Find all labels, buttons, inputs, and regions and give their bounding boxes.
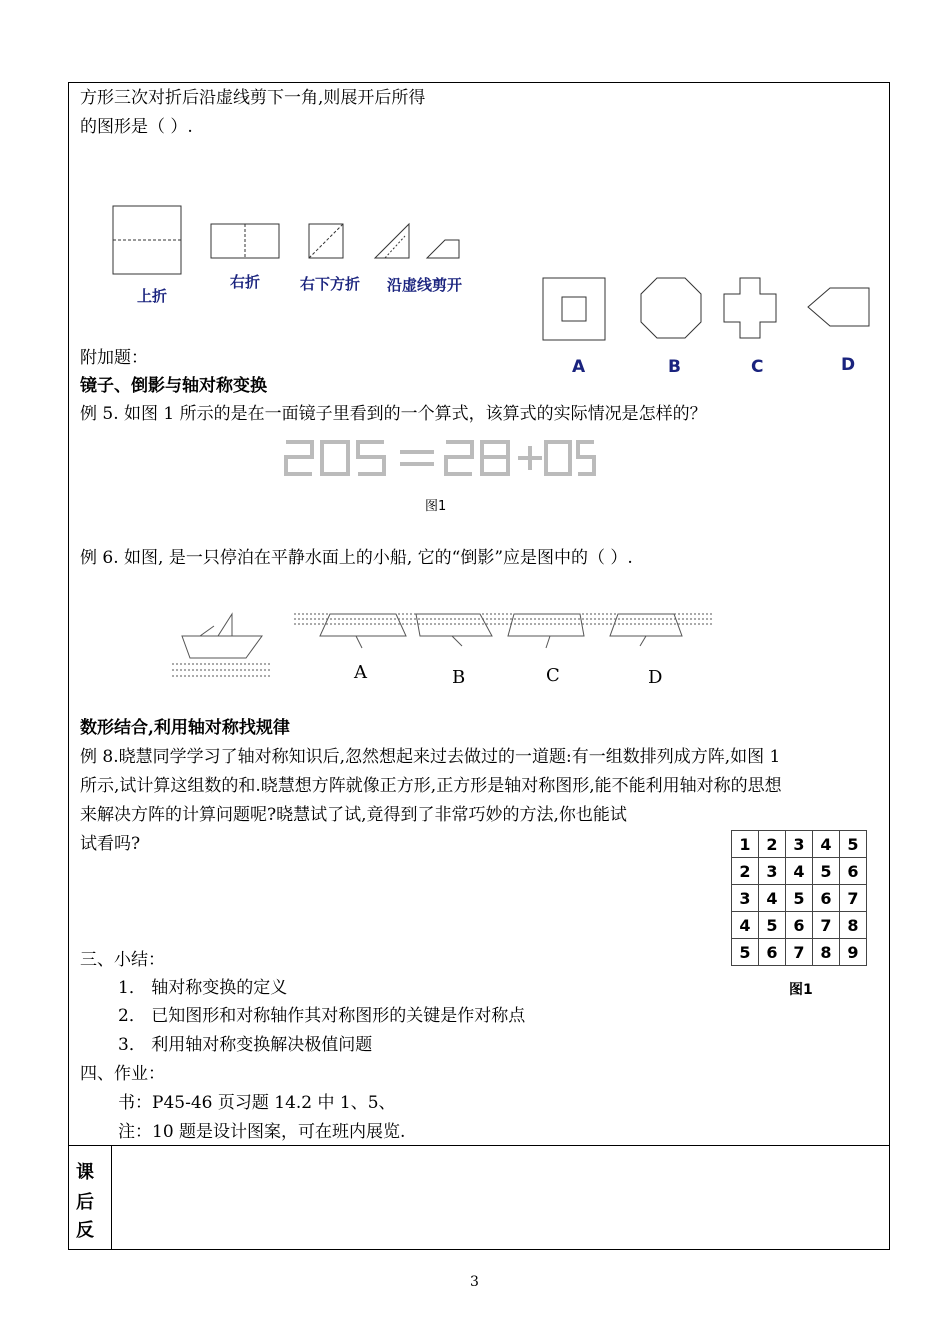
option-label: D xyxy=(841,355,856,375)
boat-option-label: B xyxy=(452,667,466,688)
matrix-cell: 5 xyxy=(786,885,813,912)
matrix-cell: 3 xyxy=(759,858,786,885)
matrix-cell: 7 xyxy=(813,912,840,939)
boat-option-label: A xyxy=(354,662,367,683)
section-title: 数形结合,利用轴对称找规律 xyxy=(80,718,290,738)
homework-line: 书：P45-46 页习题 14.2 中 1、5、 xyxy=(118,1093,396,1113)
matrix-cell: 3 xyxy=(732,885,759,912)
matrix-row xyxy=(732,858,867,885)
fold-step-label: 上折 xyxy=(137,287,168,305)
example-8-line: 例 8.晓慧同学学习了轴对称知识后,忽然想起来过去做过的一道题:有一组数排列成方阵,如图 1 xyxy=(80,747,781,767)
summary-item: 2． 已知图形和对称轴作其对称图形的关键是作对称点 xyxy=(118,1006,526,1026)
matrix-cell: 4 xyxy=(759,885,786,912)
question-line-1: 方形三次对折后沿虚线剪下一角,则展开后所得 xyxy=(80,88,426,108)
matrix-cell: 7 xyxy=(840,885,867,912)
matrix-cell: 4 xyxy=(786,858,813,885)
matrix-cell: 6 xyxy=(840,858,867,885)
homework-line: 注：10 题是设计图案，可在班内展览. xyxy=(118,1122,406,1142)
matrix-cell: 4 xyxy=(813,831,840,858)
example-6: 例 6. 如图, 是一只停泊在平静水面上的小船, 它的“倒影”应是图中的（ ）. xyxy=(80,548,633,568)
matrix-cell: 6 xyxy=(759,939,786,966)
option-label: A xyxy=(572,357,586,377)
boat-option-label: D xyxy=(648,667,663,688)
fold-step-label: 右下方折 xyxy=(300,275,361,293)
extra-heading: 附加题： xyxy=(80,348,148,368)
summary-item: 3． 利用轴对称变换解决极值问题 xyxy=(118,1035,373,1055)
example-8-line: 来解决方阵的计算问题呢?晓慧试了试,竟得到了非常巧妙的方法,你也能试 xyxy=(80,805,627,825)
matrix-row xyxy=(732,912,867,939)
example-8-line: 试看吗? xyxy=(80,834,141,854)
example-8-line: 所示,试计算这组数的和.晓慧想方阵就像正方形,正方形是轴对称图形,能不能利用轴对称的思想 xyxy=(80,776,782,796)
matrix-cell: 5 xyxy=(732,939,759,966)
page-number: 3 xyxy=(470,1274,479,1290)
matrix-cell: 3 xyxy=(786,831,813,858)
example-5: 例 5. 如图 1 所示的是在一面镜子里看到的一个算式，该算式的实际情况是怎样的？ xyxy=(80,404,707,424)
figure-caption: 图1 xyxy=(425,499,447,514)
matrix-cell: 9 xyxy=(840,939,867,966)
matrix-row xyxy=(732,885,867,912)
matrix-cell: 6 xyxy=(813,885,840,912)
matrix-cell: 5 xyxy=(759,912,786,939)
fold-step-label: 右折 xyxy=(230,273,261,291)
matrix-cell: 5 xyxy=(840,831,867,858)
boat-reflection-figure xyxy=(170,600,730,685)
matrix-row xyxy=(732,939,867,966)
feedback-label-char: 后 xyxy=(76,1192,94,1213)
summary-item: 1． 轴对称变换的定义 xyxy=(118,978,288,998)
matrix-cell: 7 xyxy=(786,939,813,966)
feedback-column-divider xyxy=(111,1145,112,1250)
feedback-label-char: 课 xyxy=(76,1162,94,1183)
matrix-cell: 2 xyxy=(759,831,786,858)
option-label: C xyxy=(751,357,764,377)
matrix-cell: 4 xyxy=(732,912,759,939)
section-title: 镜子、倒影与轴对称变换 xyxy=(80,376,267,396)
feedback-label-char: 反 xyxy=(76,1220,94,1241)
mirrored-equation-figure xyxy=(280,432,600,482)
matrix-row xyxy=(732,831,867,858)
number-matrix xyxy=(731,830,867,966)
folding-steps-figure xyxy=(105,200,485,280)
summary-title: 三、小结： xyxy=(80,950,165,970)
matrix-caption: 图1 xyxy=(789,982,813,998)
table-divider xyxy=(68,1145,890,1146)
fold-step-label: 沿虚线剪开 xyxy=(387,276,463,294)
boat-option-label: C xyxy=(546,665,560,686)
matrix-cell: 8 xyxy=(813,939,840,966)
question-line-2: 的图形是（ ）. xyxy=(80,117,193,137)
matrix-cell: 6 xyxy=(786,912,813,939)
homework-title: 四、作业： xyxy=(80,1064,165,1084)
answer-shapes xyxy=(535,270,880,350)
option-label: B xyxy=(668,357,681,377)
matrix-cell: 1 xyxy=(732,831,759,858)
matrix-cell: 2 xyxy=(732,858,759,885)
matrix-cell: 8 xyxy=(840,912,867,939)
matrix-cell: 5 xyxy=(813,858,840,885)
